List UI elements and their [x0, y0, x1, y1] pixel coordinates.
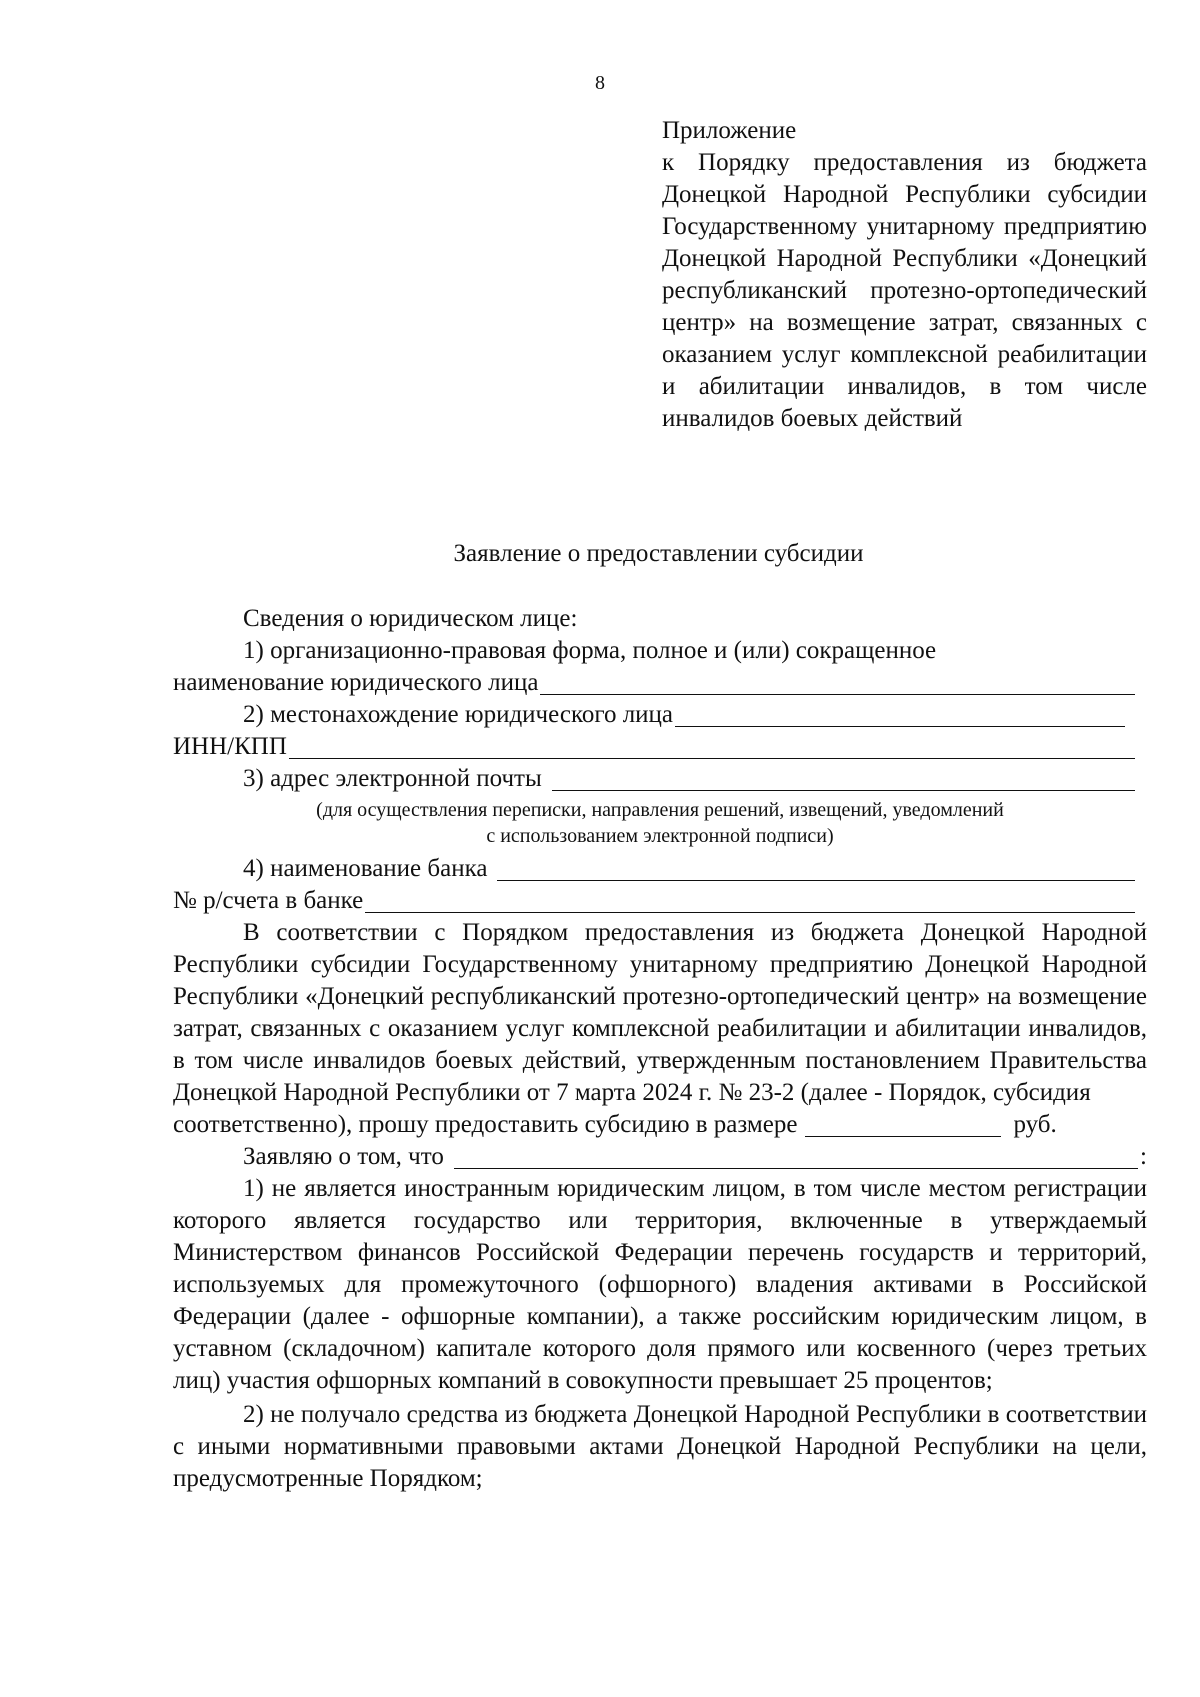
- email-note-line1: (для осуществления переписки, направления решений, извещений, уведомлений: [316, 799, 1004, 821]
- inn-line: [173, 731, 1147, 763]
- item1-label: наименование юридического лица: [173, 669, 539, 696]
- inn-label: ИНН/КПП: [173, 733, 287, 760]
- legal-entity-intro: Сведения о юридическом лице:: [243, 605, 578, 632]
- item4-label: 4) наименование банка: [243, 855, 488, 882]
- item2-line: [173, 699, 1147, 731]
- point-1: 1) не является иностранным юридическим лицом, в том числе местом регистрации которого является государство или территория, включенные в утверждаемый Министерством финансов Российской Федерации перечень государств и территорий, используемых для промежуточного (офшорного) владения активами в Российской Федерации (далее - офшорные компании), а также российским юридическим лицом, в уставном (складочном) капитале которого доля прямого или косвенного (через третьих лиц) участия офшорных компаний в совокупности превышает 25 процентов;: [173, 1175, 1147, 1394]
- document-body: [173, 603, 1147, 1495]
- declarant-field[interactable]: [454, 1144, 1138, 1169]
- email-note-line2: с использованием электронной подписи): [486, 825, 834, 847]
- appendix-text: к Порядку предоставления из бюджета Донецкой Народной Республики субсидии Государственному унитарному предприятию Донецкой Народной Республики «Донецкий республиканский протезно-ортопедический центр» на возмещение затрат, связанных с оказанием услуг комплексной реабилитации и абилитации инвалидов, в том числе инвалидов боевых действий: [662, 149, 1147, 432]
- email-note: [173, 795, 1147, 853]
- subsidy-amount-field[interactable]: [805, 1112, 1001, 1137]
- bank-name-field[interactable]: [497, 856, 1135, 881]
- declare-label: Заявляю о том, что: [243, 1143, 444, 1170]
- item1-text: 1) организационно-правовая форма, полное и (или) сокращенное: [243, 637, 937, 664]
- appendix-heading: Приложение: [662, 117, 797, 144]
- main-paragraph: В соответствии с Порядком предоставления из бюджета Донецкой Народной Республики субсидии Государственному унитарному предприятию Донецкой Народной Республики «Донецкий республиканский протезно-ортопедический центр» на возмещение затрат, связанных с оказанием услуг комплексной реабилитации и абилитации инвалидов, в том числе инвалидов боевых действий, утвержденным постановлением Правительства Донецкой Народной Республики от 7 марта 2024 г. № 23-2 (далее - Порядок, субсидия: [173, 919, 1147, 1106]
- amount-line: [173, 1109, 1147, 1141]
- email-field[interactable]: [552, 766, 1135, 791]
- main-paragraph-end: соответственно), прошу предоставить субсидию в размере: [173, 1111, 798, 1138]
- item4-line: [173, 853, 1147, 885]
- location-field[interactable]: [675, 702, 1125, 727]
- inn-kpp-field[interactable]: [289, 734, 1135, 759]
- document-title: Заявление о предоставлении субсидии: [453, 540, 864, 567]
- item1-line: [173, 667, 1147, 699]
- account-field[interactable]: [365, 888, 1135, 913]
- account-label: № р/счета в банке: [173, 887, 364, 914]
- item3-line: [173, 763, 1147, 795]
- declare-line: [173, 1141, 1147, 1173]
- declare-colon: :: [1140, 1143, 1147, 1170]
- item3-label: 3) адрес электронной почты: [243, 765, 542, 792]
- page-number: 8: [595, 72, 605, 94]
- account-line: [173, 885, 1147, 917]
- entity-name-field[interactable]: [540, 670, 1135, 695]
- point-2: 2) не получало средства из бюджета Донецкой Народной Республики в соответствии с иными нормативными правовыми актами Донецкой Народной Республики на цели, предусмотренные Порядком;: [173, 1401, 1147, 1492]
- item2-label: 2) местонахождение юридического лица: [243, 701, 674, 728]
- currency-label: руб.: [1013, 1111, 1057, 1138]
- appendix-block: [662, 115, 1147, 435]
